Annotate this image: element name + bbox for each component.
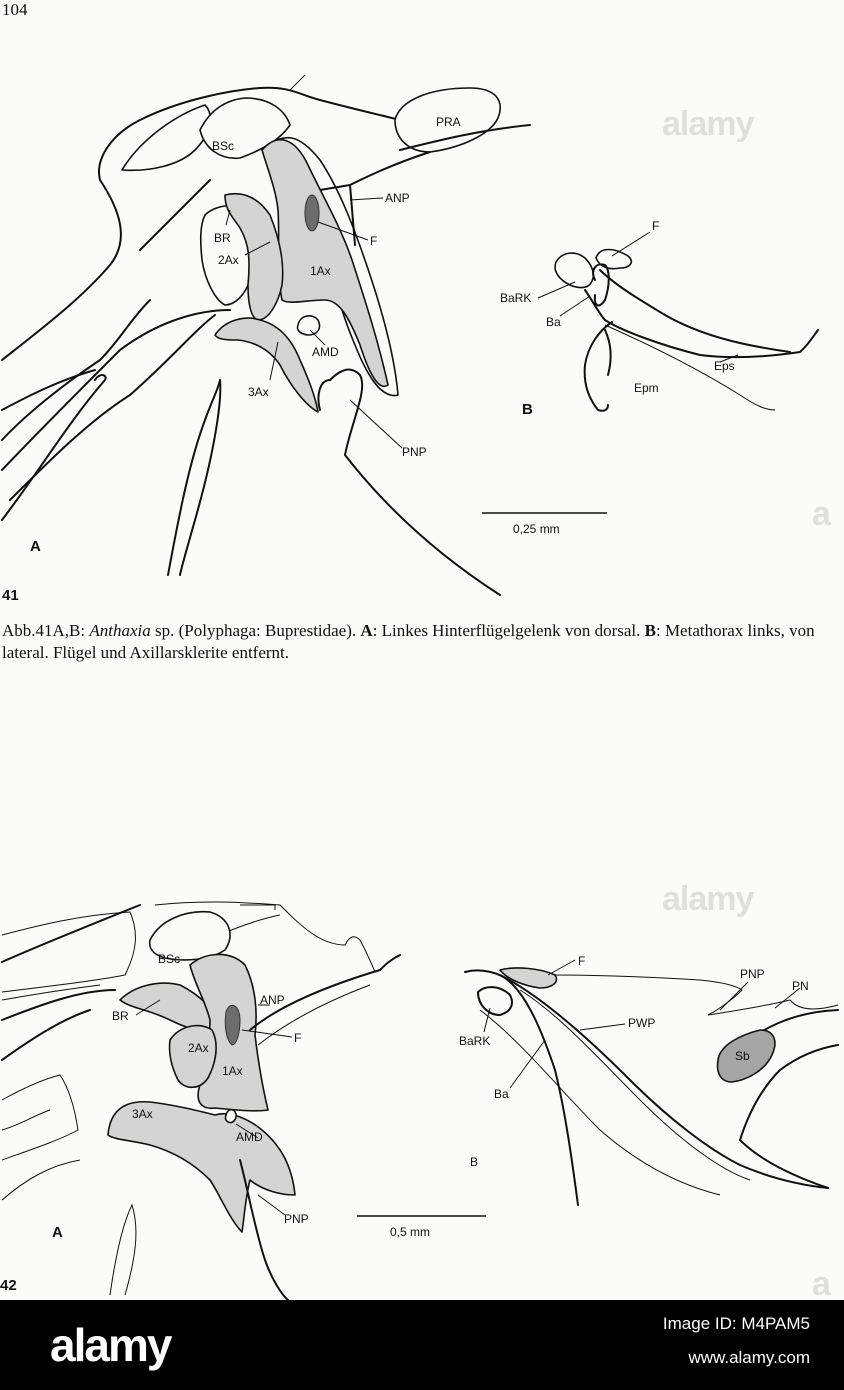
label-amd: AMD <box>312 345 339 359</box>
label-42-pnp: PNP <box>284 1212 309 1226</box>
amd-sclerite <box>225 1110 236 1123</box>
caption-prefix: Abb.41A,B: <box>2 621 90 640</box>
label-42-br: BR <box>112 1009 129 1023</box>
site-url: www.alamy.com <box>688 1348 810 1367</box>
outer-contour <box>140 180 210 250</box>
ba-contour <box>585 290 818 357</box>
label-b-bark: BaRK <box>500 291 532 305</box>
watermark-fragment: a <box>812 495 830 533</box>
label-3ax: 3Ax <box>248 385 269 399</box>
figure-41-caption <box>2 620 842 664</box>
ba-contour <box>478 987 512 1015</box>
caption-genus: Anthaxia <box>89 621 151 640</box>
pwp-contour <box>480 1010 720 1195</box>
watermark-alamy: alamy <box>662 105 754 143</box>
figure-42-drawing <box>0 890 844 1300</box>
label-42b-ba: Ba <box>494 1087 509 1101</box>
label-2ax: 2Ax <box>218 253 239 267</box>
outer-contour <box>10 315 215 500</box>
label-42b-f: F <box>578 954 586 968</box>
label-42-anp: ANP <box>260 993 285 1007</box>
outer-contour <box>2 1010 90 1060</box>
leader-lines <box>538 232 738 362</box>
label-pnp: PNP <box>402 445 427 459</box>
watermark-alamy: alamy <box>662 880 754 918</box>
pnp-contour <box>330 370 500 595</box>
label-42-amd: AMD <box>236 1130 263 1144</box>
outer-contour <box>2 1075 78 1160</box>
outer-contour <box>240 905 275 910</box>
caption-rest: sp. (Polyphaga: Buprestidae). <box>150 621 361 640</box>
amd-sclerite <box>297 316 319 335</box>
3ax-sclerite <box>108 1102 295 1232</box>
label-b-f: F <box>652 219 660 233</box>
panel-label-42a: A <box>52 1224 63 1241</box>
pwp-contour <box>500 975 828 1188</box>
label-42b-pn: PN <box>792 979 809 993</box>
label-anp: ANP <box>385 191 410 205</box>
pnp-contour <box>318 380 330 410</box>
label-42b-bark: BaRK <box>459 1034 491 1048</box>
figure-number-41: 41 <box>2 587 19 600</box>
label-b-epm: Epm <box>634 381 659 395</box>
label-42-f: F <box>294 1031 302 1045</box>
label-br: BR <box>214 231 231 245</box>
outer-contour <box>2 1160 80 1200</box>
stock-footer-bar <box>0 1300 844 1390</box>
fulcrum-b <box>500 968 557 988</box>
label-42-2ax: 2Ax <box>188 1041 209 1055</box>
panel-label-42b: B <box>470 1155 479 1169</box>
image-id: Image ID: M4PAM5 <box>662 1314 810 1333</box>
label-42b-sb: Sb <box>735 1049 750 1063</box>
outer-contour <box>2 990 115 1020</box>
label-b-eps: Eps <box>714 359 735 373</box>
label-b-ba: Ba <box>546 315 561 329</box>
bsc-sclerite <box>122 105 210 170</box>
outer-contour <box>350 152 430 185</box>
panel-label-a: A <box>30 538 41 555</box>
outer-contour <box>555 975 742 1015</box>
scale-label-41: 0,25 mm <box>513 522 560 536</box>
panel-label-b: B <box>522 401 533 418</box>
label-42b-pnp: PNP <box>740 967 765 981</box>
caption-b-text: : Metathorax links, von lateral. Flügel und Axillarsklerite entfernt. <box>2 621 815 662</box>
outer-contour <box>2 1110 50 1130</box>
ba-contour <box>600 270 790 352</box>
figure-number-42: 42 <box>0 1277 17 1294</box>
label-42-bsc: BSc <box>158 952 181 966</box>
f-fulcrum-spot <box>305 195 319 231</box>
epm-contour <box>605 330 611 375</box>
label-bsc: BSc <box>212 139 235 153</box>
outer-contour <box>2 300 150 440</box>
outer-contour <box>2 905 140 962</box>
label-42b-pwp: PWP <box>628 1016 656 1030</box>
watermark-fragment: a <box>812 1265 830 1300</box>
label-42-3ax: 3Ax <box>132 1107 153 1121</box>
label-pra: PRA <box>436 115 461 129</box>
epm-contour <box>605 325 775 410</box>
label-42-1ax: 1Ax <box>222 1064 243 1078</box>
caption-b-key: B <box>644 621 656 640</box>
scale-label-42: 0,5 mm <box>390 1225 431 1239</box>
page-number: 104 <box>2 0 28 19</box>
caption-a-text: : Linkes Hinterflügelgelenk von dorsal. <box>372 621 645 640</box>
alamy-logo: alamy <box>50 1319 171 1371</box>
outer-contour <box>2 912 135 992</box>
label-1ax: 1Ax <box>310 264 331 278</box>
caption-a-key: A <box>360 621 373 640</box>
figure-41-drawing <box>0 0 844 600</box>
outer-contour <box>168 380 220 575</box>
label-f: F <box>370 234 378 248</box>
outer-contour <box>110 1205 136 1295</box>
fulcrum-b <box>596 250 631 269</box>
outer-contour <box>2 375 106 520</box>
